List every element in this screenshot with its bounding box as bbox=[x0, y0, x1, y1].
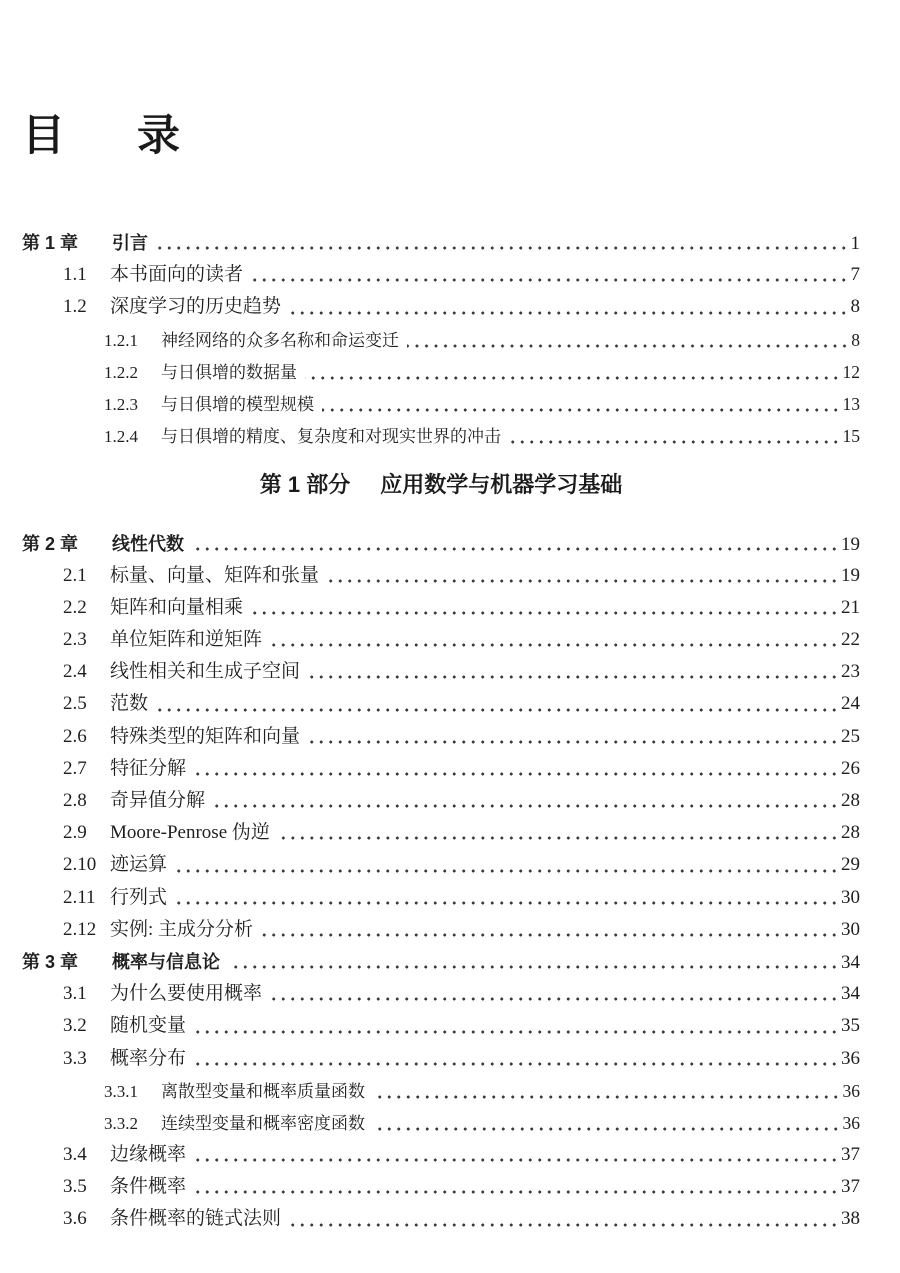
toc-entry bbox=[22, 785, 860, 817]
entry-page-number: 19 bbox=[841, 564, 860, 586]
entry-number: 1.2.1 bbox=[104, 330, 138, 350]
entry-page-number: 30 bbox=[841, 886, 860, 908]
entry-number: 3.3.1 bbox=[104, 1081, 138, 1101]
entry-page-number: 8 bbox=[850, 296, 860, 318]
entry-page-number: 36 bbox=[841, 1047, 860, 1069]
dot-leader bbox=[251, 278, 848, 282]
dot-leader bbox=[194, 1158, 839, 1162]
entry-page-number: 7 bbox=[850, 264, 860, 286]
dot-leader bbox=[289, 1223, 839, 1227]
dot-leader bbox=[509, 440, 841, 444]
dot-leader bbox=[251, 611, 839, 615]
dot-leader bbox=[373, 1127, 841, 1131]
entry-title: 与日俱增的数据量 bbox=[161, 362, 297, 382]
entry-page-number: 12 bbox=[842, 361, 860, 382]
dot-leader bbox=[270, 643, 839, 647]
dot-leader bbox=[156, 246, 849, 250]
entry-title: 为什么要使用概率 bbox=[110, 983, 263, 1005]
entry-title: 连续型变量和概率密度函数 bbox=[161, 1113, 365, 1133]
toc-entry bbox=[22, 978, 860, 1010]
entry-page-number: 1 bbox=[850, 233, 860, 254]
entry-title: 迹运算 bbox=[110, 854, 168, 876]
entry-number: 2.2 bbox=[63, 596, 87, 618]
toc-entry bbox=[22, 1107, 860, 1139]
dot-leader bbox=[261, 933, 839, 937]
entry-number: 2.8 bbox=[63, 790, 87, 811]
toc-entry bbox=[22, 592, 860, 624]
entry-title: 条件概率的链式法则 bbox=[110, 1208, 282, 1230]
entry-number: 2.9 bbox=[63, 822, 87, 844]
entry-number: 1.2.2 bbox=[104, 362, 138, 382]
entry-page-number: 36 bbox=[842, 1080, 860, 1101]
entry-title: 随机变量 bbox=[110, 1015, 187, 1037]
entry-title: 引言 bbox=[112, 233, 148, 253]
toc-entry bbox=[22, 946, 860, 978]
toc-list bbox=[22, 227, 860, 1236]
entry-number: 第 1 章 bbox=[22, 233, 79, 253]
entry-number: 1.2 bbox=[63, 296, 87, 318]
dot-leader bbox=[373, 1095, 841, 1099]
part-title: 应用数学与机器学习基础 bbox=[380, 472, 623, 498]
entry-number: 2.6 bbox=[63, 725, 87, 747]
toc-entry bbox=[22, 1139, 860, 1171]
dot-leader bbox=[407, 344, 849, 348]
toc-entry bbox=[22, 324, 860, 356]
entry-page-number: 26 bbox=[841, 757, 860, 779]
entry-page-number: 19 bbox=[841, 533, 860, 555]
entry-page-number: 21 bbox=[841, 596, 860, 618]
entry-title: 离散型变量和概率质量函数 bbox=[161, 1081, 365, 1101]
entry-number: 1.2.3 bbox=[104, 394, 138, 414]
entry-number: 2.7 bbox=[63, 757, 87, 779]
entry-title: 与日俱增的精度、复杂度和对现实世界的冲击 bbox=[161, 427, 501, 447]
entry-title: 深度学习的历史趋势 bbox=[110, 296, 282, 318]
entry-title: 概率分布 bbox=[110, 1047, 187, 1069]
dot-leader bbox=[322, 408, 841, 412]
toc-entry bbox=[22, 882, 860, 914]
toc-entry bbox=[22, 914, 860, 946]
toc-entry bbox=[22, 356, 860, 388]
toc-entry bbox=[22, 753, 860, 785]
entry-title: 条件概率 bbox=[110, 1176, 187, 1198]
entry-title: 线性代数 bbox=[112, 533, 184, 554]
entry-page-number: 37 bbox=[841, 1176, 860, 1198]
entry-title: 矩阵和向量相乘 bbox=[110, 596, 244, 618]
entry-page-number: 36 bbox=[842, 1112, 860, 1133]
dot-leader bbox=[213, 804, 839, 808]
dot-leader bbox=[175, 869, 839, 873]
toc-entry bbox=[22, 1043, 860, 1075]
entry-title: 奇异值分解 bbox=[110, 790, 206, 811]
entry-title: 特征分解 bbox=[110, 757, 187, 779]
entry-number: 2.11 bbox=[63, 886, 96, 908]
toc-entry bbox=[22, 420, 860, 452]
part-heading bbox=[22, 469, 860, 501]
entry-page-number: 24 bbox=[841, 693, 860, 715]
entry-page-number: 34 bbox=[841, 951, 860, 973]
toc-entry bbox=[22, 817, 860, 849]
entry-number: 2.5 bbox=[63, 693, 87, 715]
page-title: 目录 bbox=[22, 112, 252, 160]
entry-number: 3.3.2 bbox=[104, 1113, 138, 1133]
entry-number: 3.2 bbox=[63, 1015, 87, 1037]
entry-page-number: 28 bbox=[841, 790, 860, 811]
entry-title: 范数 bbox=[110, 693, 149, 715]
entry-page-number: 34 bbox=[841, 983, 860, 1005]
entry-page-number: 28 bbox=[841, 822, 860, 844]
entry-page-number: 25 bbox=[841, 725, 860, 747]
toc-entry bbox=[22, 688, 860, 720]
dot-leader bbox=[289, 311, 848, 315]
dot-leader bbox=[194, 772, 839, 776]
entry-number: 3.3 bbox=[63, 1047, 87, 1069]
entry-title: Moore-Penrose 伪逆 bbox=[110, 822, 270, 844]
toc-entry bbox=[22, 1171, 860, 1203]
entry-number: 3.5 bbox=[63, 1176, 87, 1198]
entry-number: 3.1 bbox=[63, 983, 87, 1005]
entry-title: 概率与信息论 bbox=[112, 951, 220, 972]
dot-leader bbox=[192, 547, 839, 551]
entry-number: 1.1 bbox=[63, 264, 87, 286]
entry-title: 单位矩阵和逆矩阵 bbox=[110, 629, 263, 651]
dot-leader bbox=[228, 965, 839, 969]
toc-entry bbox=[22, 721, 860, 753]
entry-page-number: 37 bbox=[841, 1144, 860, 1166]
toc-entry bbox=[22, 528, 860, 560]
dot-leader bbox=[194, 1030, 839, 1034]
entry-page-number: 38 bbox=[841, 1208, 860, 1230]
entry-page-number: 15 bbox=[842, 426, 860, 447]
toc-entry bbox=[22, 1010, 860, 1042]
dot-leader bbox=[278, 836, 839, 840]
entry-title: 标量、向量、矩阵和张量 bbox=[110, 564, 320, 586]
toc-entry bbox=[22, 849, 860, 881]
toc-entry bbox=[22, 388, 860, 420]
entry-number: 1.2.4 bbox=[104, 427, 138, 447]
entry-page-number: 13 bbox=[842, 393, 860, 414]
entry-page-number: 35 bbox=[841, 1015, 860, 1037]
entry-page-number: 22 bbox=[841, 629, 860, 651]
entry-number: 第 3 章 bbox=[22, 951, 79, 972]
entry-title: 本书面向的读者 bbox=[110, 264, 244, 286]
entry-page-number: 23 bbox=[841, 661, 860, 683]
entry-title: 边缘概率 bbox=[110, 1144, 187, 1166]
entry-number: 2.12 bbox=[63, 918, 97, 940]
toc-entry bbox=[22, 259, 860, 291]
dot-leader bbox=[308, 740, 839, 744]
entry-title: 线性相关和生成子空间 bbox=[110, 661, 301, 683]
dot-leader bbox=[194, 1190, 839, 1194]
part-number: 第 1 部分 bbox=[259, 472, 351, 498]
dot-leader bbox=[305, 376, 841, 380]
entry-number: 3.4 bbox=[63, 1144, 87, 1166]
entry-page-number: 30 bbox=[841, 918, 860, 940]
dot-leader bbox=[270, 997, 839, 1001]
toc-entry bbox=[22, 624, 860, 656]
entry-number: 2.10 bbox=[63, 854, 97, 876]
entry-page-number: 8 bbox=[851, 329, 860, 350]
entry-page-number: 29 bbox=[841, 854, 860, 876]
toc-entry bbox=[22, 656, 860, 688]
toc-entry bbox=[22, 560, 860, 592]
entry-number: 2.4 bbox=[63, 661, 87, 683]
entry-number: 2.1 bbox=[63, 564, 87, 586]
entry-number: 2.3 bbox=[63, 629, 87, 651]
dot-leader bbox=[308, 675, 839, 679]
entry-title: 行列式 bbox=[110, 886, 168, 908]
entry-title: 实例: 主成分分析 bbox=[110, 918, 254, 940]
toc-entry bbox=[22, 291, 860, 323]
entry-number: 第 2 章 bbox=[22, 533, 79, 554]
toc-entry bbox=[22, 1203, 860, 1235]
dot-leader bbox=[327, 579, 839, 583]
entry-title: 与日俱增的模型规模 bbox=[161, 394, 314, 414]
dot-leader bbox=[156, 708, 839, 712]
entry-title: 神经网络的众多名称和命运变迁 bbox=[161, 330, 399, 350]
entry-title: 特殊类型的矩阵和向量 bbox=[110, 725, 301, 747]
dot-leader bbox=[175, 901, 839, 905]
entry-number: 3.6 bbox=[63, 1208, 87, 1230]
toc-entry bbox=[22, 1075, 860, 1107]
dot-leader bbox=[194, 1062, 839, 1066]
toc-entry bbox=[22, 227, 860, 259]
